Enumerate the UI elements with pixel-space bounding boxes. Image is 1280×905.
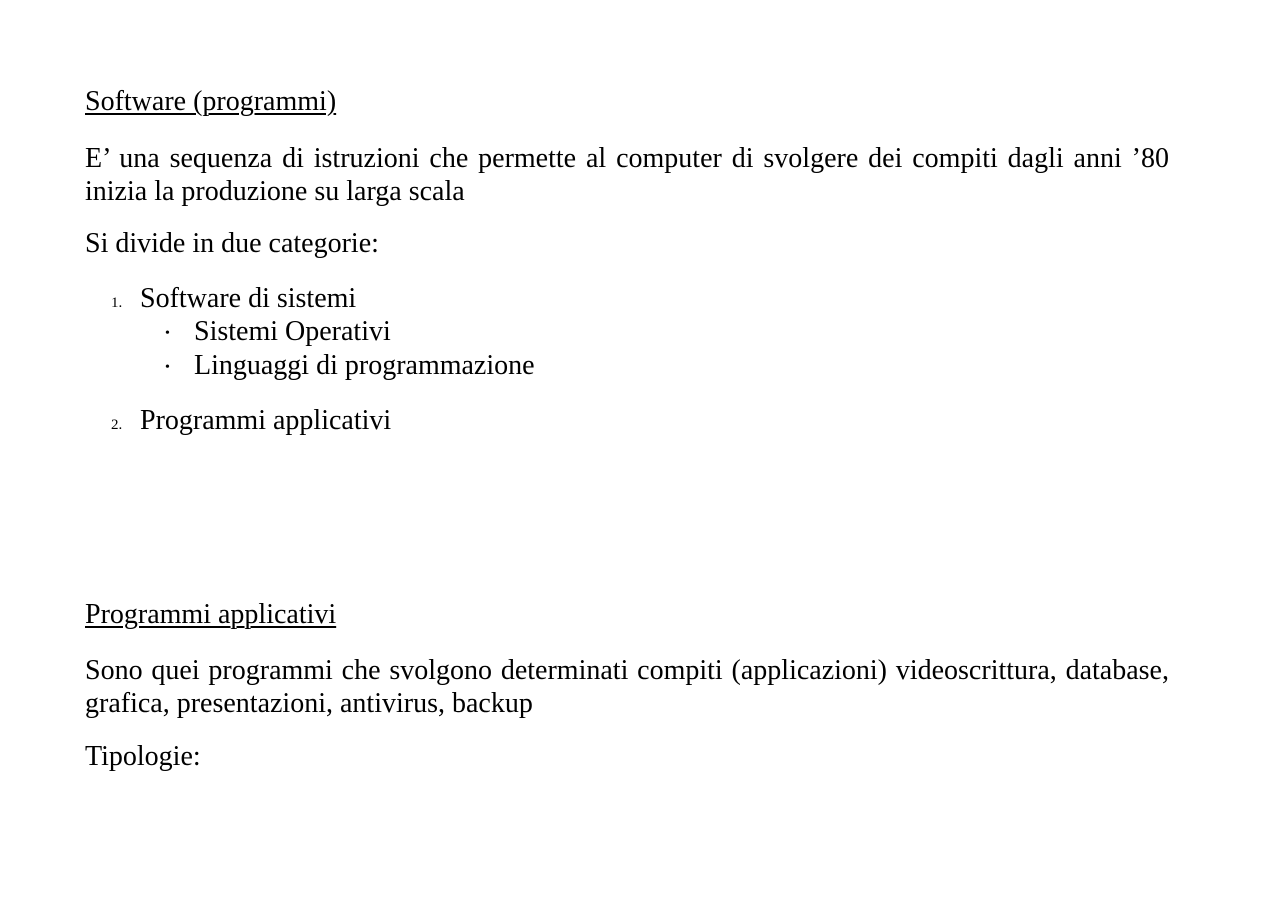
bullet-icon: • <box>165 326 170 341</box>
paragraph-programmi-applicativi: Sono quei programmi che svolgono determinati compiti (applicazioni) videoscrittura, database, grafica, presentazioni, antivirus, backup <box>85 655 1169 719</box>
categories-intro: Si divide in due categorie: <box>85 228 379 259</box>
section-heading-software: Software (programmi) <box>85 86 337 117</box>
list-item-programmi-applicativi: Programmi applicativi <box>140 405 392 436</box>
list-item-software-di-sistemi: Software di sistemi <box>140 283 357 314</box>
list-number-1: 1. <box>111 295 123 311</box>
list-number-2: 2. <box>111 417 123 433</box>
paragraph-software-definition: E’ una sequenza di istruzioni che permette al computer di svolgere dei compiti dagli anni ’80 inizia la produzione su larga scala <box>85 143 1169 207</box>
sub-item-sistemi-operativi: Sistemi Operativi <box>194 316 391 347</box>
bullet-icon: • <box>165 360 170 375</box>
sub-item-linguaggi-di-programmazione: Linguaggi di programmazione <box>194 350 535 381</box>
section-heading-programmi-applicativi: Programmi applicativi <box>85 599 337 630</box>
tipologie-intro: Tipologie: <box>85 741 201 772</box>
